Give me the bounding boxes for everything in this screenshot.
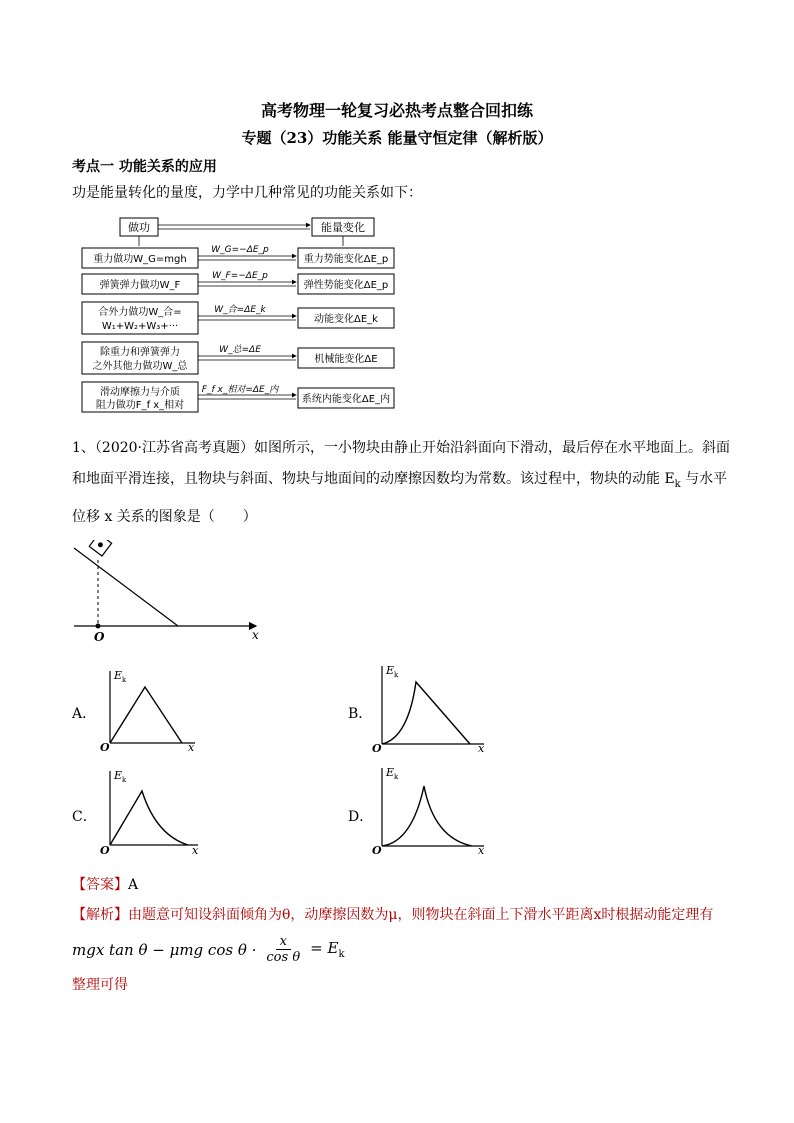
energy-formula (72, 934, 345, 965)
row2-formula: W_F=−ΔE_p (212, 271, 268, 281)
svg-text:Ek (113, 669, 127, 684)
question-line-2-text: 和地面平滑连接，且物块与斜面、物块与地面间的动摩擦因数均为常数。该过程中，物块的动能 E (72, 471, 675, 487)
row2-left: 弹簧弹力做功W_F (99, 280, 181, 291)
tidy-text: 整理可得 (72, 977, 128, 993)
explanation-text: 由题意可知设斜面倾角为θ，动摩擦因数为μ，则物块在斜面上下滑水平距离x时根据动能定理有 (128, 907, 714, 923)
svg-text:Ek (385, 664, 399, 679)
d-origin: O (372, 844, 382, 857)
c-xlabel: x (192, 844, 199, 857)
incline-line (74, 548, 178, 626)
b-origin: O (372, 742, 382, 755)
option-b-graph (372, 660, 492, 755)
option-a-graph (100, 665, 200, 755)
incline-x-label: x (252, 628, 259, 642)
diagram-right-header: 能量变化 (321, 221, 365, 234)
c-ysub: k (122, 776, 127, 784)
d-ylabel: E (386, 766, 395, 779)
c-ylabel: E (114, 769, 123, 782)
question-line-2-tail: 与水平 (680, 471, 728, 487)
option-b-label[interactable]: B． (348, 706, 373, 722)
origin-dot (96, 624, 101, 629)
question-line-2-sub: k (674, 478, 681, 490)
formula-fraction (262, 934, 304, 965)
c-origin: O (100, 844, 110, 857)
row5-left-line1: 滑动摩擦力与介质 (100, 387, 180, 398)
row4-right: 机械能变化ΔE (314, 354, 378, 365)
work-energy-diagram (78, 212, 398, 414)
option-a-label[interactable]: A． (72, 706, 97, 722)
row3-right: 动能变化ΔE_k (314, 314, 378, 325)
formula-left: mgx tan θ − μmg cos θ · (72, 940, 257, 959)
a-ysub: k (122, 676, 127, 684)
incline-origin: O (94, 630, 105, 644)
a-origin: O (100, 741, 110, 754)
row3-left-line2: W₁+W₂+W₃+··· (101, 321, 179, 332)
d-curve (382, 786, 472, 846)
a-xlabel: x (188, 741, 195, 754)
svg-text:Ek (385, 766, 399, 781)
explanation (72, 904, 742, 924)
row4-formula: W_总=ΔE (219, 345, 261, 355)
row1-left: 重力做功W_G=mgh (93, 254, 187, 265)
c-curve (110, 791, 188, 845)
page-subtitle: 专题（23）功能关系 能量守恒定律（解析版） (241, 129, 553, 147)
formula-right (310, 939, 344, 960)
question-line-1: 1、（2020·江苏省高考真题）如图所示，一小物块由静止开始沿斜面向下滑动，最后停在水平地面上。斜面 (72, 440, 730, 456)
row5-left-line2: 阻力做功F_f x_相对 (95, 400, 185, 411)
explanation-label: 【解析】 (72, 907, 128, 923)
formula-right-text: = E (310, 939, 339, 957)
row1-right: 重力势能变化ΔE_p (303, 254, 389, 265)
section-heading: 考点一 功能关系的应用 (72, 159, 217, 175)
row4-left-line2: 之外其他力做功W_总 (92, 361, 188, 372)
page-title: 高考物理一轮复习必热考点整合回扣练 (260, 101, 533, 120)
row5-formula: F_f x_相对=ΔE_内 (201, 385, 279, 395)
b-xlabel: x (478, 742, 485, 755)
question-line-2 (72, 469, 732, 495)
option-d-graph (372, 762, 492, 857)
d-ysub: k (394, 773, 399, 781)
b-ysub: k (394, 671, 399, 679)
d-xlabel: x (478, 844, 485, 857)
row4-left-line1: 除重力和弹簧弹力 (100, 347, 180, 358)
formula-numerator: x (276, 934, 291, 950)
row1-formula: W_G=−ΔE_p (211, 245, 269, 255)
b-curve (382, 682, 470, 744)
a-ylabel: E (114, 669, 123, 682)
diagram-left-header: 做功 (128, 221, 150, 234)
option-c-label[interactable]: C． (72, 809, 97, 825)
formula-right-sub: k (338, 949, 345, 960)
block (89, 540, 111, 556)
answer-label: 【答案】 (72, 877, 128, 893)
b-ylabel: E (386, 664, 395, 677)
question-line-3: 位移 x 关系的图象是（ ） (72, 509, 257, 525)
row2-right: 弹性势能变化ΔE_p (303, 280, 389, 291)
option-d-label[interactable]: D． (348, 809, 374, 825)
option-c-graph (100, 765, 205, 857)
row5-right: 系统内能变化ΔE_内 (301, 394, 391, 405)
answer-value: A (128, 877, 139, 893)
incline-figure (70, 540, 270, 645)
svg-text:Ek (113, 769, 127, 784)
formula-denominator: cos θ (266, 950, 301, 965)
intro-paragraph: 功是能量转化的量度，力学中几种常见的功能关系如下： (72, 185, 422, 201)
a-curve (110, 687, 182, 743)
row3-formula: W_合=ΔE_k (214, 305, 266, 315)
answer (72, 874, 138, 894)
row3-left-line1: 合外力做功W_合= (98, 307, 182, 318)
